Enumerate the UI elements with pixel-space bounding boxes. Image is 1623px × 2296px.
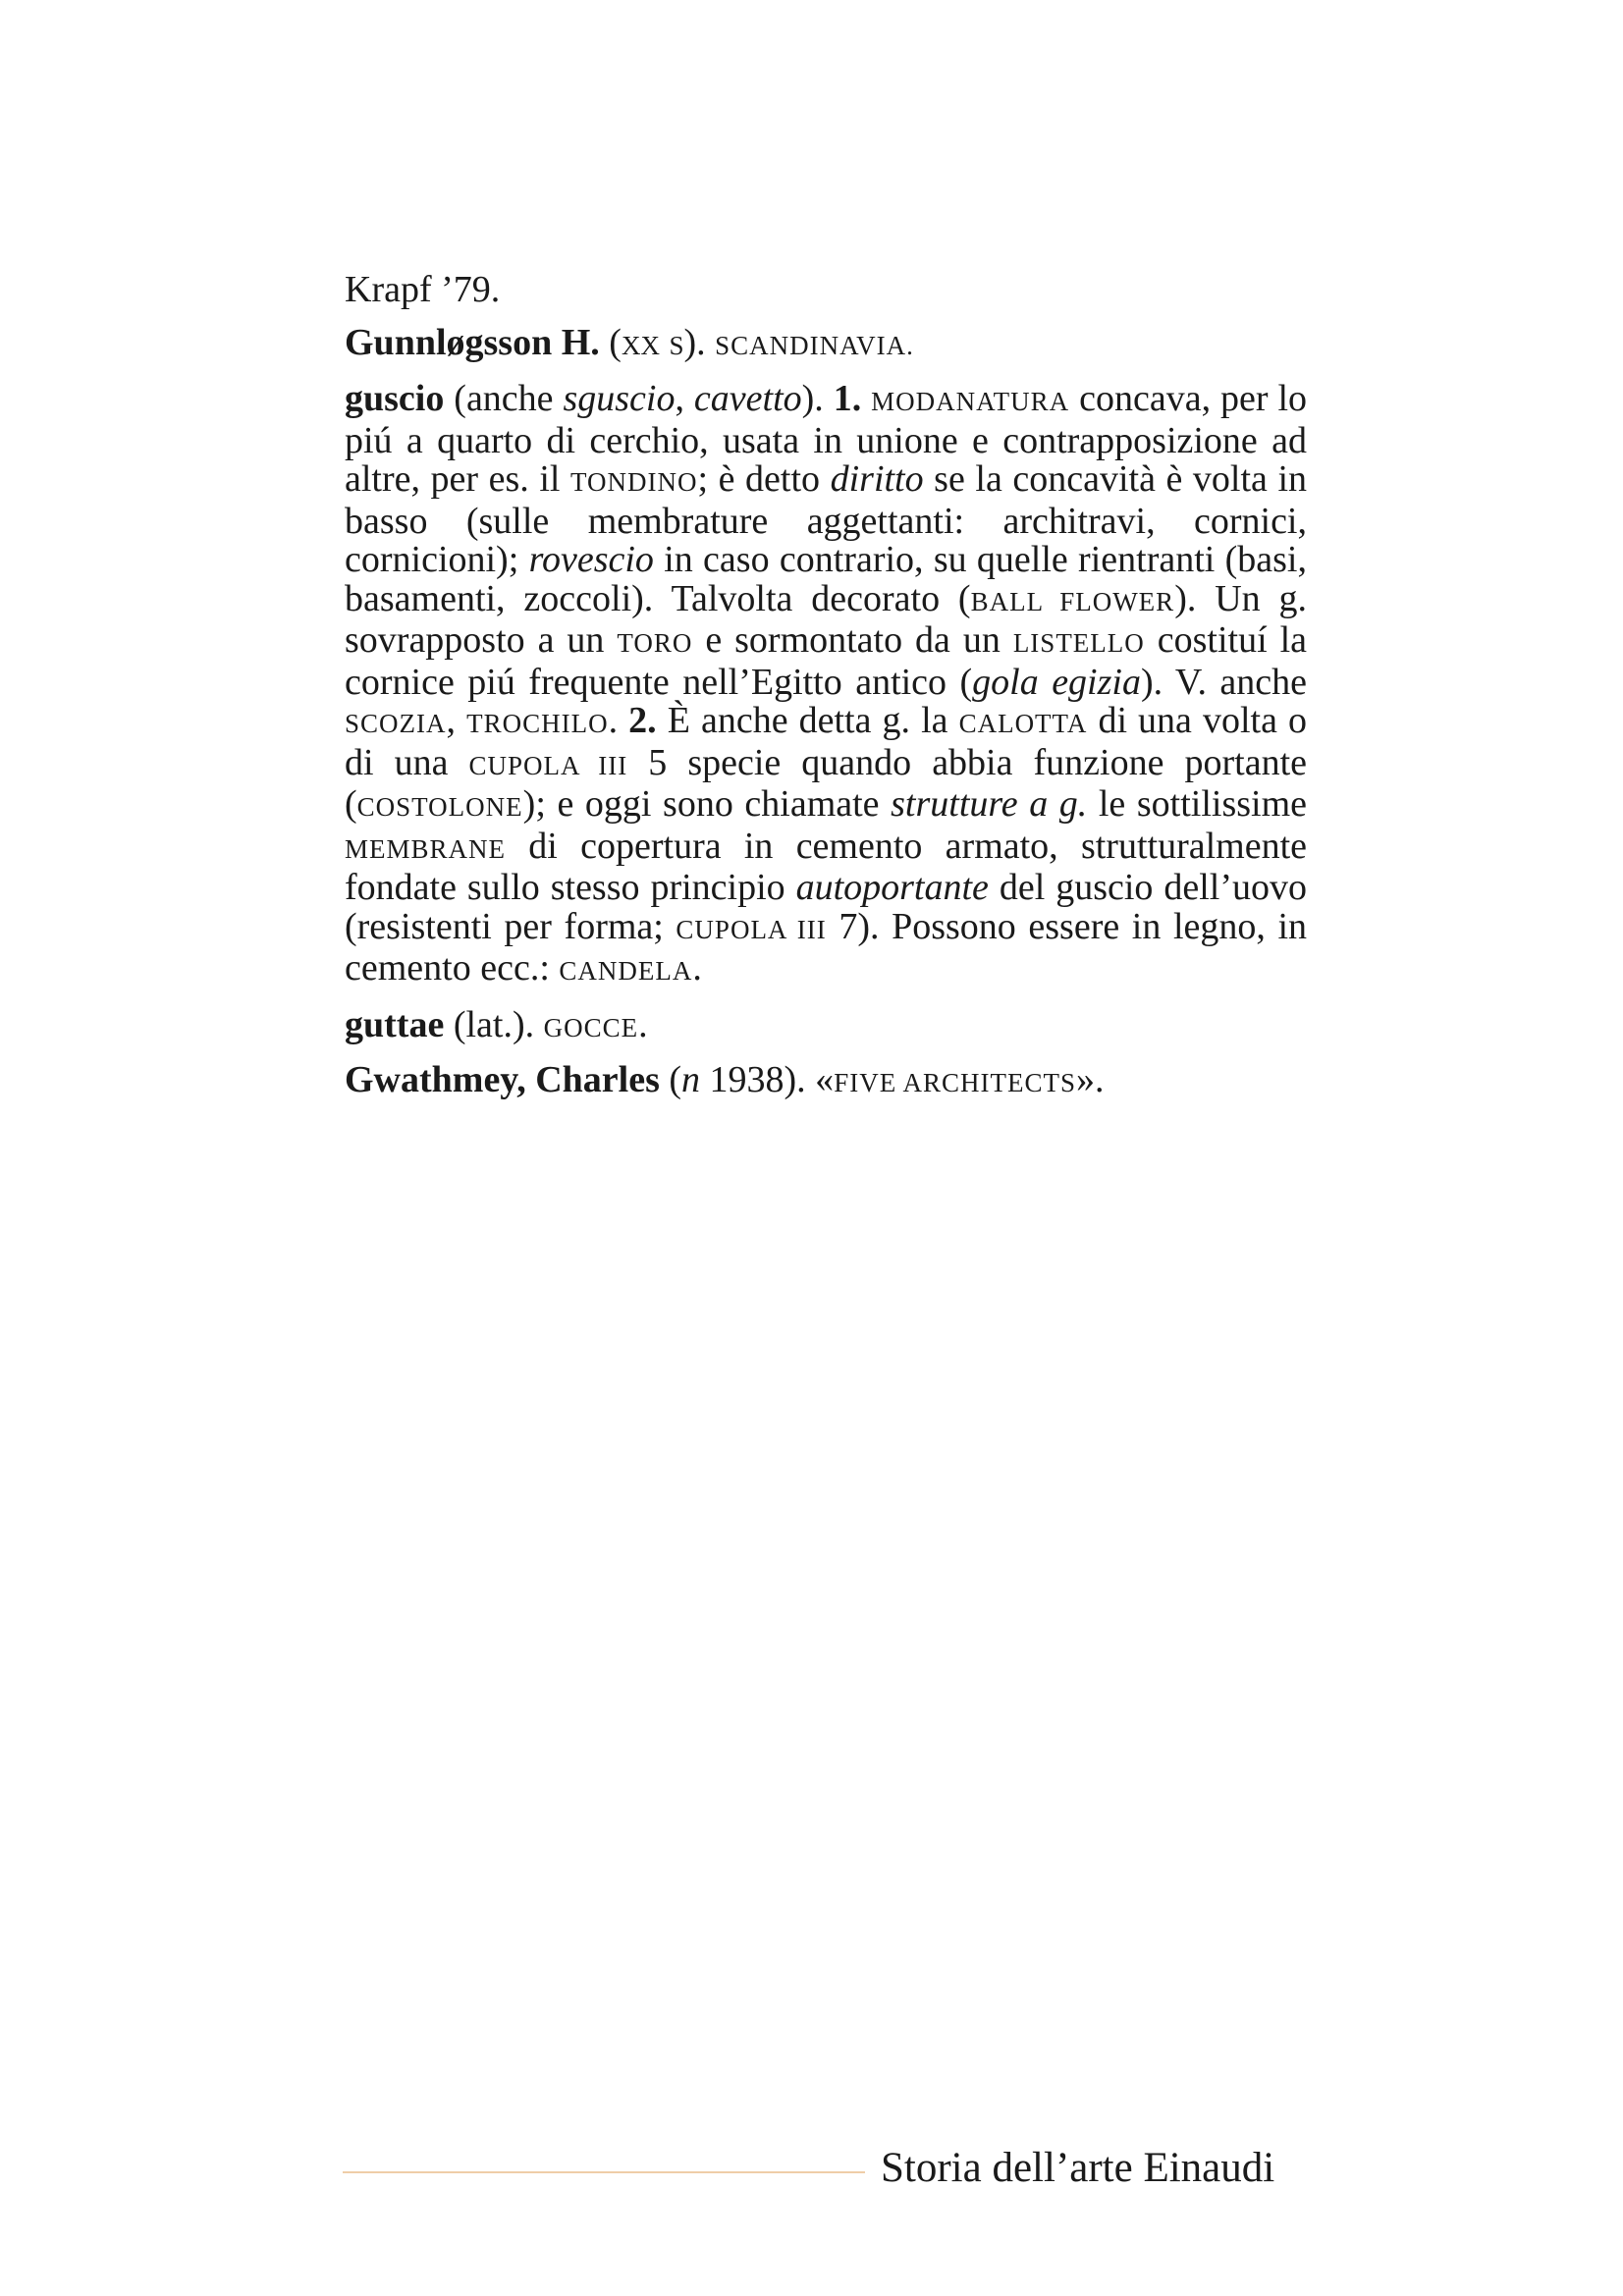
entry-text: ). V. anche — [1140, 661, 1308, 703]
entry-text: costituí la cornice piú frequente nell’Egitto antico ( — [345, 619, 1307, 703]
entry-text: ). Un g. sovrapposto a un — [345, 577, 1307, 661]
entry-text: in caso contrario, su quelle rientranti (basi, basamenti, zoccoli). Talvolta decorato ( — [345, 539, 1307, 619]
entry-text: 1938). « — [700, 1059, 835, 1100]
cross-reference: CALOTTA — [958, 709, 1088, 738]
entry-text: È anche detta g. la — [656, 700, 959, 741]
entry-text: di una volta o di una — [345, 700, 1308, 783]
cross-reference: TROCHILO — [466, 709, 609, 738]
sense-number: 1. — [833, 378, 862, 419]
footer-publisher-label: Storia dell’arte Einaudi — [881, 2145, 1275, 2191]
sense-number: 2. — [628, 700, 657, 741]
cross-reference: LISTELLO — [1012, 628, 1145, 658]
entry-text: 7). Possono essere in legno, in cemento ecc.: — [345, 905, 1308, 988]
entry-text: ( — [659, 1059, 682, 1100]
entry-text: di copertura in cemento armato, strutturalmente fondate sullo stesso principio — [345, 825, 1307, 908]
cross-reference: COSTOLONE — [356, 792, 523, 822]
entry-headword: guscio — [345, 378, 445, 419]
entry-text-italic: diritto — [830, 458, 924, 500]
entry-text: . — [608, 700, 629, 741]
entry-text-italic: n — [681, 1059, 701, 1100]
entry-text: (lat.). — [444, 1003, 544, 1045]
entry-guttae — [345, 1003, 1307, 1048]
entry-text-italic: strutture a g. — [891, 783, 1088, 825]
cross-reference: MEMBRANE — [345, 833, 507, 864]
entry-text: (anche — [444, 378, 564, 419]
cross-reference: GOCCE — [543, 1012, 639, 1042]
entry-text: ». — [1075, 1059, 1105, 1100]
entry-text: ; è detto — [697, 458, 831, 500]
entry-text-italic: cavetto — [693, 378, 802, 419]
entry-headword: Gwathmey, Charles — [345, 1059, 660, 1100]
entry-gunnlogsson — [345, 321, 1307, 366]
entry-headword: Gunnløgsson H. — [345, 321, 600, 363]
entry-century: (xx s). — [609, 321, 706, 363]
entry-text: e sormontato da un — [692, 619, 1013, 661]
entry-headword: guttae — [345, 1003, 445, 1045]
entry-guscio — [345, 380, 1307, 991]
entry-text-italic: autoportante — [795, 867, 989, 908]
entry-text-italic: gola egizia — [972, 661, 1141, 703]
footer-rule — [343, 2171, 865, 2173]
cross-reference: SCANDINAVIA. — [715, 330, 914, 360]
entry-text: ). — [801, 378, 834, 419]
cross-reference: BALL FLOWER — [970, 586, 1175, 616]
cross-reference: FIVE ARCHITECTS — [834, 1068, 1076, 1097]
entry-krapf-continuation — [345, 271, 1307, 310]
cross-reference: CUPOLA III — [676, 914, 827, 944]
entry-text: se la concavità è volta in basso (sulle membrature aggettanti: architravi, cornici, cornicioni); — [345, 458, 1308, 580]
entry-gwathmey — [345, 1061, 1307, 1103]
entry-text: . — [692, 947, 702, 988]
cross-reference: TORO — [617, 628, 693, 658]
entry-text-italic: rovescio — [528, 539, 654, 580]
entry-text — [861, 378, 871, 419]
cross-reference: CANDELA — [559, 956, 693, 986]
entry-text: le sottilissime — [1087, 783, 1307, 825]
entry-text: del guscio dell’uovo (resistenti per forma; — [345, 867, 1307, 947]
cross-reference: CUPOLA III — [468, 750, 628, 780]
entry-text: , — [675, 378, 694, 419]
entry-text: ); e oggi sono chiamate — [522, 783, 892, 825]
entry-text: , — [446, 700, 467, 741]
entry-text: Krapf ’79. — [345, 269, 501, 310]
cross-reference: MODANATURA — [871, 387, 1070, 416]
entry-text: concava, per lo piú a quarto di cerchio, usata in unione e contrapposizione ad altre, per es. il — [345, 378, 1308, 500]
entry-text: . — [638, 1003, 648, 1045]
cross-reference: TONDINO — [570, 467, 698, 497]
entry-text: 5 specie quando abbia funzione portante ( — [345, 741, 1307, 825]
dictionary-text — [345, 271, 1307, 1118]
cross-reference: SCOZIA — [345, 709, 447, 738]
entry-text-italic: sguscio — [563, 378, 676, 419]
